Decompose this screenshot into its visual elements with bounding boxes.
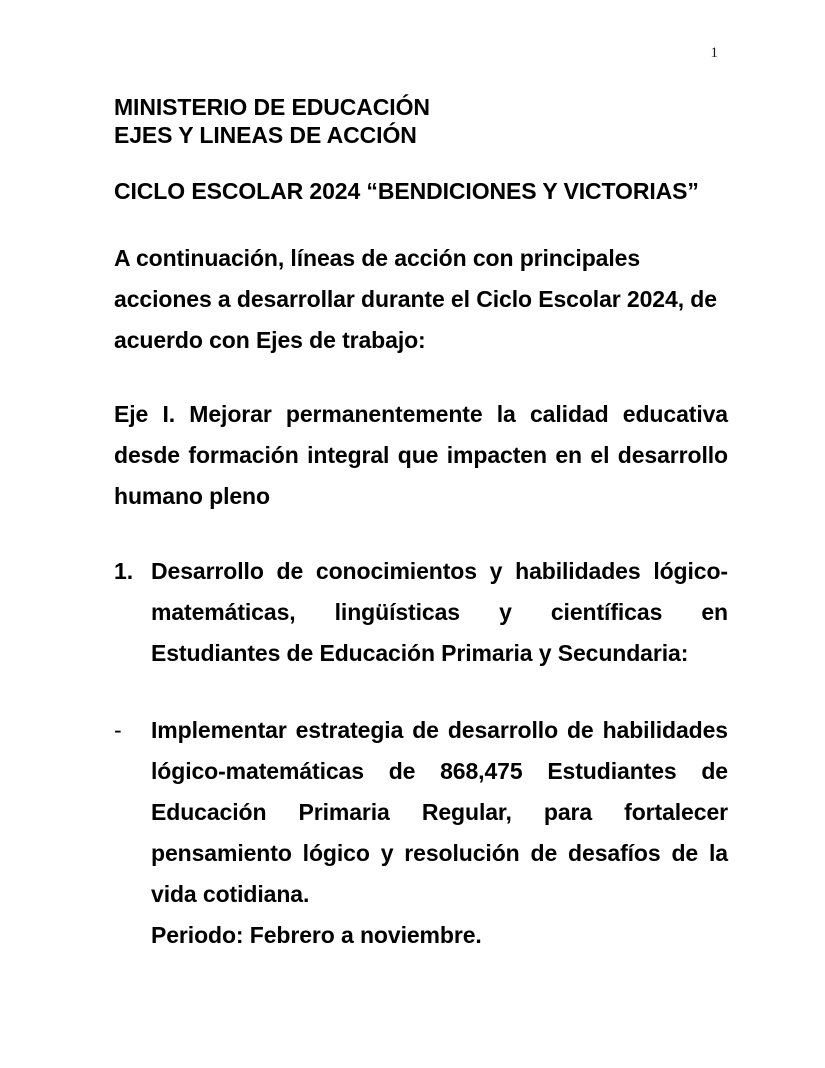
document-body: [114, 93, 728, 956]
numbered-list-text: Desarrollo de conocimientos y habilidades lógico-matemáticas, lingüísticas y científicas en Estudiantes de Educación Primaria y Secundaria:: [151, 558, 728, 666]
bullet-list-text: Implementar estrategia de desarrollo de habilidades lógico-matemáticas de 868,475 Estudiantes de Educación Primaria Regular, para fortalecer pensamiento lógico y resolución de desafíos de la vida cotidiana.: [151, 717, 728, 907]
intro-paragraph: A continuación, líneas de acción con principales acciones a desarrollar durante el Ciclo Escolar 2024, de acuerdo con Ejes de trabajo:: [114, 245, 717, 353]
header-line-ministry: MINISTERIO DE EDUCACIÓN: [114, 94, 430, 120]
bullet-dash-marker: -: [114, 717, 122, 743]
header-line-axes: EJES Y LINEAS DE ACCIÓN: [114, 122, 417, 148]
eje-paragraph: Eje I. Mejorar permanentemente la calidad educativa desde formación integral que impacten en el desarrollo humano pleno: [114, 401, 728, 509]
bullet-list-body: [151, 710, 728, 956]
header-line-school-cycle: CICLO ESCOLAR 2024 “BENDICIONES Y VICTORIAS”: [114, 178, 699, 204]
numbered-list-marker: 1.: [114, 558, 134, 584]
numbered-list-item: [114, 551, 728, 674]
bullet-list-item: [114, 710, 728, 956]
bullet-period-text: Periodo: Febrero a noviembre.: [151, 922, 482, 948]
page-number: 1: [710, 45, 718, 61]
numbered-list-body: [151, 551, 728, 674]
